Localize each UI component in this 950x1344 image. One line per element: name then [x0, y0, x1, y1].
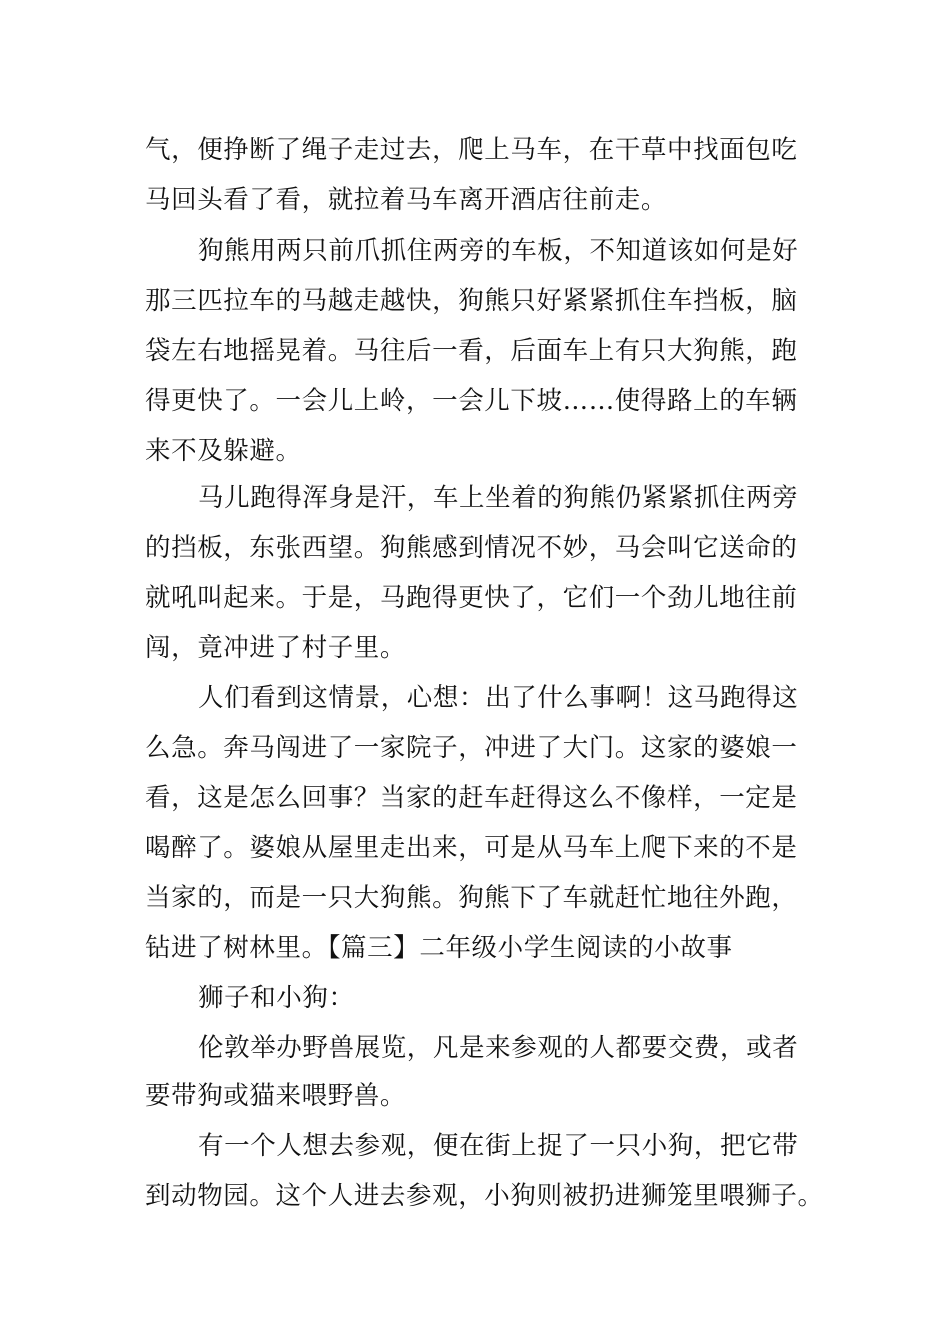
text-line: 喝醉了。婆娘从屋里走出来，可是从马车上爬下来的不是 [145, 833, 798, 863]
text-line: 袋左右地摇晃着。马往后一看，后面车上有只大狗熊，跑 [145, 336, 798, 366]
text-line: 要带狗或猫来喂野兽。 [145, 1081, 407, 1111]
text-line: 的挡板，东张西望。狗熊感到情况不妙，马会叫它送命的 [145, 533, 798, 563]
text-line: 就吼叫起来。于是，马跑得更快了，它们一个劲儿地往前 [145, 583, 798, 613]
text-line: 那三匹拉车的马越走越快，狗熊只好紧紧抓住车挡板，脑 [145, 286, 798, 316]
paragraph-start-line: 马儿跑得浑身是汗，车上坐着的狗熊仍紧紧抓住两旁 [198, 483, 799, 513]
paragraph-start-line: 伦敦举办野兽展览，凡是来参观的人都要交费，或者 [198, 1033, 799, 1063]
text-line: 马回头看了看，就拉着马车离开酒店往前走。 [145, 185, 668, 215]
text-line: 来不及躲避。 [145, 436, 302, 466]
text-line: 得更快了。一会儿上岭，一会儿下坡……使得路上的车辆 [145, 386, 798, 416]
paragraph-start-line: 人们看到这情景，心想：出了什么事啊！这马跑得这 [198, 683, 799, 713]
section-subtitle: 狮子和小狗： [198, 983, 355, 1013]
paragraph-start-line: 有一个人想去参观，便在街上捉了一只小狗，把它带 [198, 1131, 799, 1161]
text-line: 看，这是怎么回事？当家的赶车赶得这么不像样，一定是 [145, 783, 798, 813]
text-line: 到动物园。这个人进去参观，小狗则被扔进狮笼里喂狮子。 [145, 1181, 824, 1211]
text-line: 当家的，而是一只大狗熊。狗熊下了车就赶忙地往外跑， [145, 883, 798, 913]
text-line: 钻进了树林里。【篇三】二年级小学生阅读的小故事 [145, 933, 733, 963]
text-line: 闯，竟冲进了村子里。 [145, 633, 407, 663]
text-line: 气，便挣断了绳子走过去，爬上马车，在干草中找面包吃 [145, 135, 798, 165]
text-line: 么急。奔马闯进了一家院子，冲进了大门。这家的婆娘一 [145, 733, 798, 763]
paragraph-start-line: 狗熊用两只前爪抓住两旁的车板，不知道该如何是好 [198, 236, 799, 266]
